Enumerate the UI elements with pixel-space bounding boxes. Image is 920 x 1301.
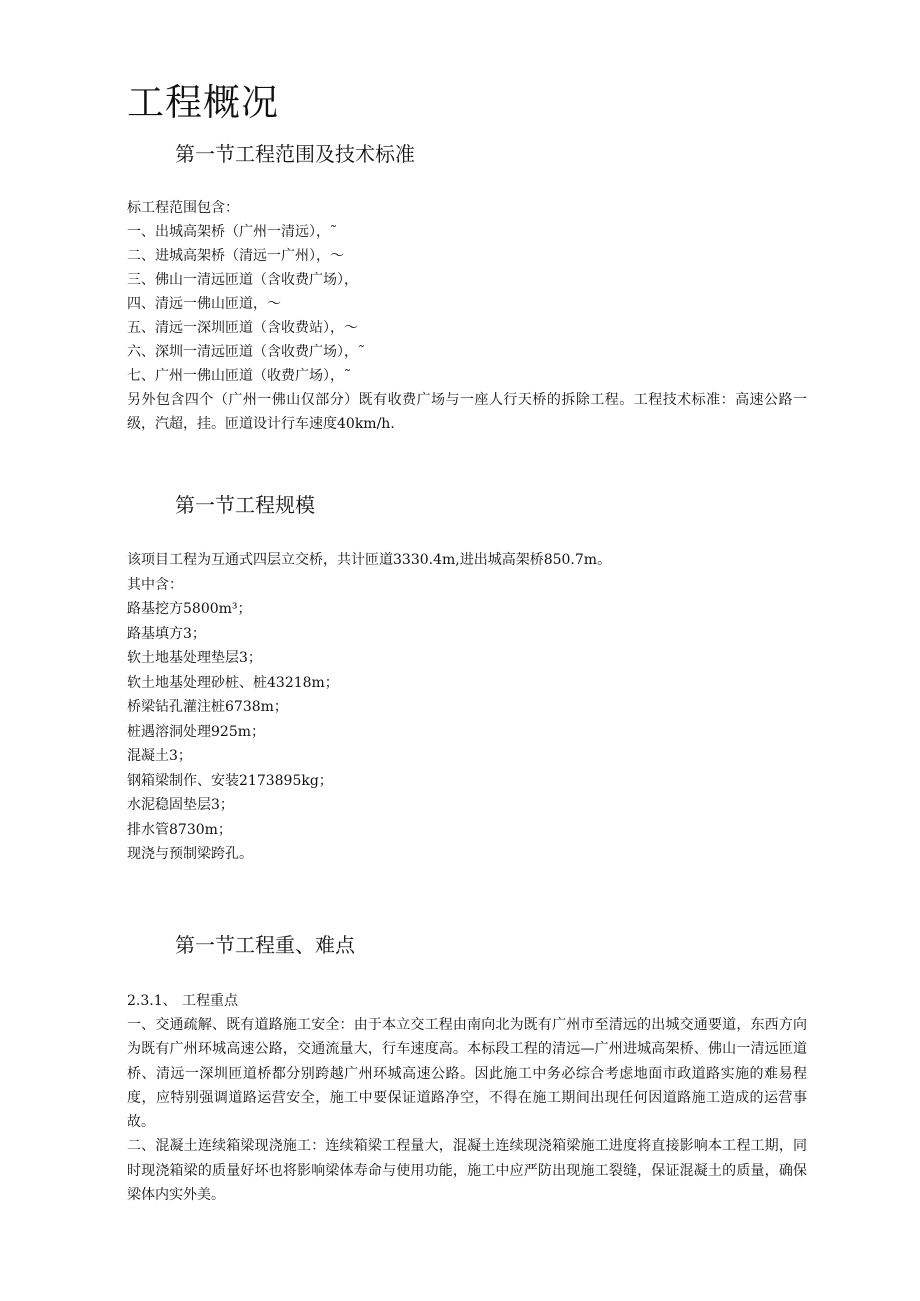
list-item: 一、出城高架桥（广州一清远），˜ [127, 224, 337, 240]
list-item: 路基挖方5800m³； [127, 601, 252, 617]
scope-list [127, 196, 807, 437]
key-point-paragraph: 一、交通疏解、既有道路施工安全：由于本立交工程由南向北为既有广州市至清远的出城交通要道，东西方向为既有广州环城高速公路，交通流量大，行车速度高。本标段工程的清远—广州进城高架桥、佛山一清远匝道桥、清远一深圳匝道桥都分别跨越广州环城高速公路。因此施工中务必综合考虑地面市政道路实施的难易程度，应特别强调道路运营安全，施工中要保证道路净空，不得在施工期间出现任何因道路施工造成的运营事故。 [127, 1017, 807, 1131]
scale-list [127, 548, 807, 867]
list-item: 混凝土3； [127, 748, 192, 764]
list-item: 软土地基处理砂桩、桩43218m； [127, 674, 339, 691]
list-item: 标工程范围包含： [127, 200, 239, 216]
list-item: 其中含： [127, 576, 183, 593]
subsection-heading [127, 989, 807, 1013]
list-item: 七、广州一佛山匝道（收费广场），˜ [127, 368, 351, 384]
subsection-title: 工程重点 [182, 993, 238, 1009]
list-item: 五、清远一深圳匝道（含收费站），～ [127, 320, 358, 336]
subsection-number: 2.3.1、 [127, 993, 177, 1009]
key-point-paragraph: 二、混凝土连续箱梁现浇施工：连续箱梁工程量大，混凝土连续现浇箱梁施工进度将直接影响本工程工期，同时现浇箱梁的质量好坏也将影响梁体寿命与使用功能，施工中应严防出现施工裂缝，保证混凝土的质量，确保梁体内实外美。 [127, 1138, 807, 1204]
list-item: 桥梁钻孔灌注桩6738m； [127, 699, 288, 715]
list-item: 六、深圳一清远匝道（含收费广场），˜ [127, 344, 365, 360]
key-points-block [127, 989, 807, 1207]
list-item: 四、清远一佛山匝道，～ [127, 296, 281, 312]
list-item: 软土地基处理垫层3； [127, 650, 262, 666]
scope-paragraph: 另外包含四个（广州一佛山仅部分）既有收费广场与一座人行天桥的拆除工程。工程技术标准：高速公路一级，汽超，挂。匝道设计行车速度40km/h. [127, 392, 807, 433]
list-item: 水泥稳固垫层3； [127, 797, 234, 813]
list-item: 钢箱梁制作、安装2173895kg； [127, 772, 333, 789]
list-item: 排水管8730m； [127, 821, 232, 838]
list-item: 二、进城高架桥（清远一广州），～ [127, 248, 344, 264]
section-heading-scale: 第一节工程规模 [175, 493, 315, 517]
list-item: 该项目工程为互通式四层立交桥，共计匝道3330.4m,进出城高架桥850.7m。 [127, 552, 612, 568]
section-heading-scope: 第一节工程范围及技术标准 [175, 142, 415, 166]
list-item: 路基填方3； [127, 625, 206, 642]
list-item: 现浇与预制梁跨孔。 [127, 846, 253, 862]
section-heading-key-points: 第一节工程重、难点 [175, 933, 355, 957]
list-item: 三、佛山一清远匝道（含收费广场）， [127, 272, 358, 288]
list-item: 桩遇溶洞处理925m； [127, 723, 265, 740]
document-title: 工程概况 [127, 81, 279, 124]
